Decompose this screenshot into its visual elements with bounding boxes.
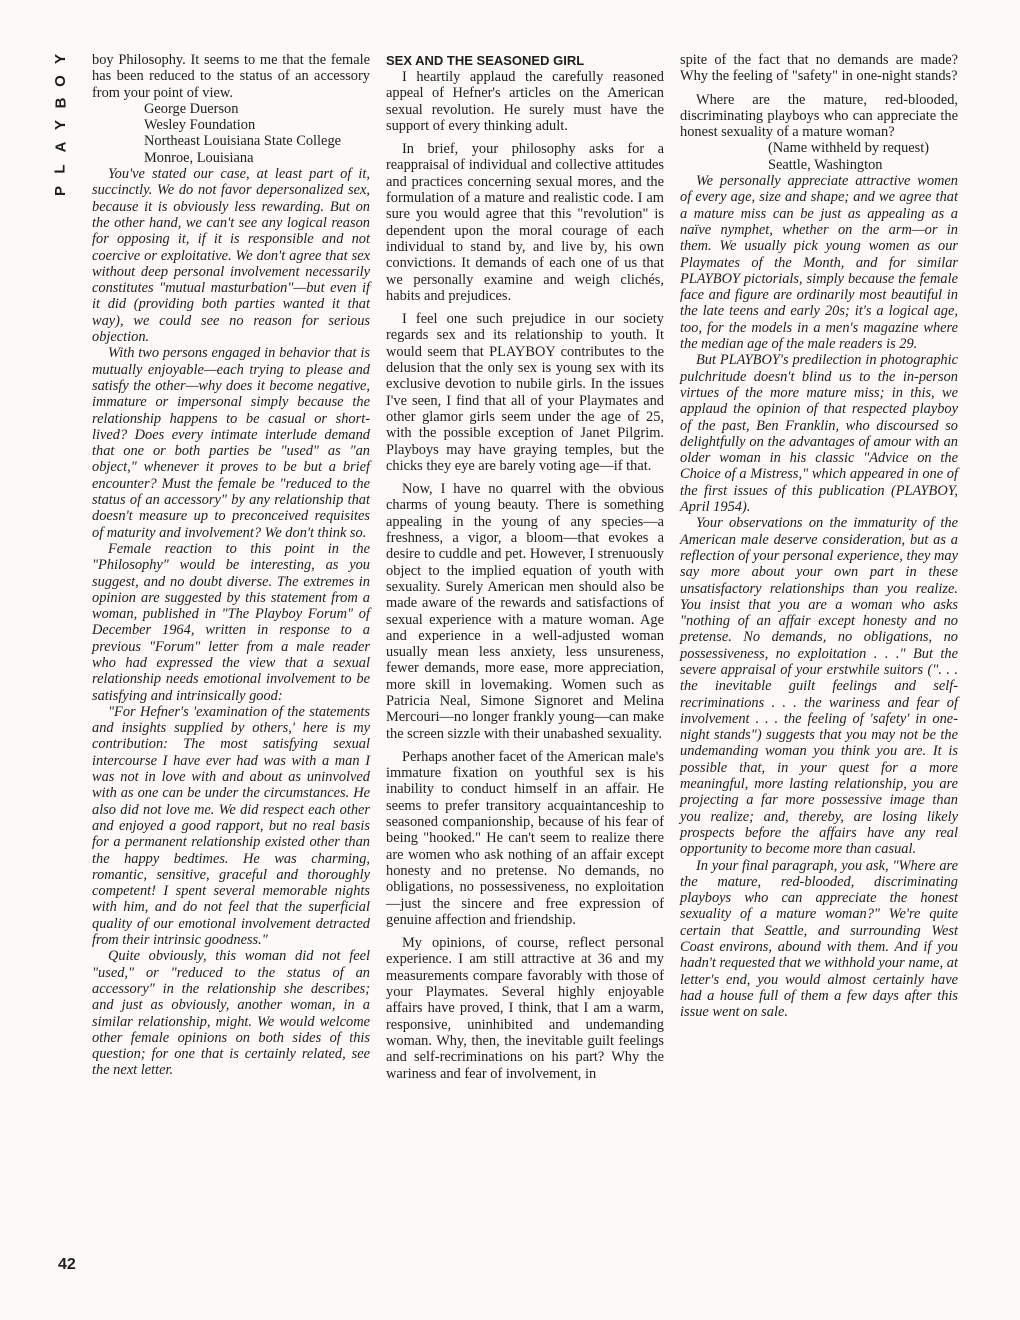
column-1: [92, 52, 370, 1079]
letter-paragraph: Now, I have no quarrel with the obvious charms of young beauty. There is something appealing in the young of any species—a freshness, a vigor, a bloom—that evokes a desire to cuddle and pet. However, I strenuously object to the implied equation of youth with sexuality. Surely American men should also be made aware of the rewards and satisfactions of sexual experience with a mature woman. Age and experience in a well-adjusted woman usually mean less anxiety, less unsureness, fewer demands, more ease, more appreciation, more skill in lovemaking. Women such as Patricia Neal, Simone Signoret and Melina Mercouri—no longer frankly young—can make the screen sizzle with their unabashed sexuality.: [386, 481, 664, 742]
masthead-letter: A: [52, 141, 69, 153]
page-number: 42: [58, 1256, 76, 1273]
signature-line: George Duerson: [144, 100, 239, 117]
editor-reply-paragraph: With two persons engaged in behavior that is mutually enjoyable—each trying to please and satisfy the other—why does it become negative, immature or impersonal simply because the relationship happens to be casual or short-lived? Does every intimate interlude demand that one or both parties be "used" as "an object," whenever it proves to be but a brief encounter? Must the female be "reduced to the status of an accessory" by any relationship that doesn't measure up to preconceived requisites of maturity and involvement? We don't think so.: [92, 345, 370, 541]
column-3: [680, 52, 958, 1021]
letter-signature: [768, 140, 958, 173]
letter-paragraph: spite of the fact that no demands are made? Why the feeling of "safety" in one-night stands?: [680, 52, 958, 85]
masthead-letter: Y: [51, 53, 69, 65]
editor-reply-quote: "For Hefner's 'examination of the statements and insights supplied by others,' here is my contribution: The most satisfying sexual intercourse I have ever had was with a man I was not in love with and about as uninvolved with as one can be under the circumstances. He also did not love me. We did respect each other and enjoyed a good rapport, but no real basis for a permanent relationship existed other than the happy bedtimes. He was charming, romantic, sensitive, graceful and thoroughly competent! I spent several memorable nights with him, and do not feel that the superficial quality of our emotional involvement detracted from their intrinsic goodness.": [92, 703, 370, 949]
editor-reply-paragraph: In your final paragraph, you ask, "Where are the mature, red-blooded, discriminating playboys who can appreciate the honest sexuality of a mature woman?" We're quite certain that Seattle, and surrounding West Coast environs, abound with them. And if you hadn't requested that we withhold your name, at letter's end, you would almost certainly have had a house full of them a few days after this issue went on sale.: [680, 857, 958, 1021]
masthead-letter: B: [52, 97, 69, 109]
masthead-letter: Y: [51, 119, 69, 131]
editor-reply-paragraph: You've stated our case, at least part of it, succinctly. We do not favor depersonalized sex, because it is obviously less rewarding. But on the other hand, we can't see any logical reason for opposing it, if it is responsible and not coercive or exploitative. We don't agree that sex without deep personal involvement necessarily constitutes "mutual masturbation"—but even if it did (providing both parties wanted it that way), we could see no reason for serious objection.: [92, 166, 370, 346]
masthead-letter: O: [51, 75, 69, 87]
masthead-letter: L: [51, 164, 69, 174]
playboy-masthead: [50, 48, 72, 202]
signature-line: Northeast Louisiana State College: [144, 133, 342, 150]
editor-reply-paragraph: Female reaction to this point in the "Philosophy" would be interesting, as you suggest, and no doubt diverse. The extremes in opinion are suggested by this statement from a woman, published in "The Playboy Forum" of December 1964, written in response to a previous "Forum" letter from a male reader who had expressed the view that a sexual relationship needs emotional involvement to be satisfying and intrinsically good:: [92, 540, 370, 704]
letter-paragraph: My opinions, of course, reflect personal experience. I am still attractive at 36 and my measurements compare favorably with those of your Playmates. Several highly enjoyable affairs have proved, I think, that I am a warm, responsive, uninhibited and undemanding woman. Why, then, the inevitable guilt feelings and self-recriminations on his part? Why the wariness and fear of involvement, in: [386, 935, 664, 1082]
editor-reply-paragraph: But PLAYBOY's predilection in photographic pulchritude doesn't blind us to the in-person virtues of the more mature miss; in this, we applaud the opinion of that respected playboy of the past, Ben Franklin, who discoursed so delightfully on the advantages of amour with an older woman in his classic "Advice on the Choice of a Mistress," which appeared in one of the first issues of this publication (PLAYBOY, April 1954).: [680, 352, 958, 516]
letter-heading: SEX AND THE SEASONED GIRL: [386, 53, 585, 68]
signature-line: Wesley Foundation: [144, 117, 256, 134]
signature-line: Monroe, Louisiana: [144, 149, 254, 166]
editor-reply-paragraph: We personally appreciate attractive women of every age, size and shape; and we agree that a mature miss can be just as appealing as a naïve nymphet, whether on the arm—or in them. We usually pick young women as our Playmates of the Month, and for similar PLAYBOY pictorials, simply because the female face and figure are ordinarily most beautiful in the late teens and early 20s; it's a logical age, too, for the models in a men's magazine where the median age of the male readers is 29.: [680, 173, 958, 353]
editor-reply-paragraph: Quite obviously, this woman did not feel "used," or "reduced to the status of an accessory" in the relationship she describes; and just as obviously, another woman, in a similar relationship, might. We would welcome other female opinions on both sides of this question; for one that is certainly related, see the next letter.: [92, 948, 370, 1079]
letter-paragraph: Perhaps another facet of the American male's immature fixation on youthful sex is his inability to conduct himself in an affair. He seems to prefer transitory acquaintanceship to seasoned companionship, because of his fear of being "hooked." He can't seem to realize there are women who ask nothing of an affair except honesty and no pretense. No demands, no obligations, no possessiveness, no exploitation—just the sincere and free expression of genuine affection and friendship.: [386, 748, 664, 928]
signature-line: Seattle, Washington: [768, 156, 883, 173]
masthead-letter: P: [51, 185, 69, 197]
signature-line: (Name withheld by request): [768, 140, 930, 157]
letter-fragment: boy Philosophy. It seems to me that the female has been reduced to the status of an accessory from your point of view.: [92, 52, 370, 101]
letter-paragraph: I heartily applaud the carefully reasoned appeal of Hefner's articles on the American sexual revolution. He surely must have the support of every thinking adult.: [386, 69, 664, 134]
letter-paragraph: In brief, your philosophy asks for a reappraisal of individual and collective attitudes and practices concerning sexual mores, and the formulation of a mature and realistic code. I am sure you would agree that this "revolution" is dependent upon the moral courage of each individual to stand by, and live by, his own convictions. It demands of each one of us that we personally examine and weigh clichés, habits and prejudices.: [386, 141, 664, 304]
letter-signature: [144, 101, 370, 166]
letter-paragraph: I feel one such prejudice in our society regards sex and its relationship to youth. It would seem that PLAYBOY contributes to the delusion that the only sex is young sex with its exclusive devotion to nubile girls. In the issues I've seen, I find that all of your Playmates and other glamor girls seem under the age of 25, with the possible exception of Janet Pilgrim. Playboys may have graying temples, but the chicks they eye are barely voting age—if that.: [386, 311, 664, 474]
column-2: [386, 52, 664, 1082]
editor-reply-paragraph: Your observations on the immaturity of the American male deserve consideration, but as a reflection of your personal experience, they may say more about your own part in these unsatisfactory relationships than you realize. You insist that you are a woman who asks "nothing of an affair except honesty and no pretense. No demands, no obligations, no possessiveness, no exploitation . . ." But the severe appraisal of your erstwhile suitors (". . . the inevitable guilt feelings and self-recriminations . . . the wariness and fear of involvement . . . the feeling of 'safety' in one-night stands") suggests that you may not be the undemanding woman you think you are. It is possible that, in your quest for a more meaningful, more lasting relationship, you are projecting a far more possessive image than you realize; and, thereby, are losing likely prospects before the affairs have any real opportunity to become more than casual.: [680, 515, 958, 858]
letter-paragraph: Where are the mature, red-blooded, discriminating playboys who can appreciate the honest sexuality of a mature woman?: [680, 91, 958, 141]
